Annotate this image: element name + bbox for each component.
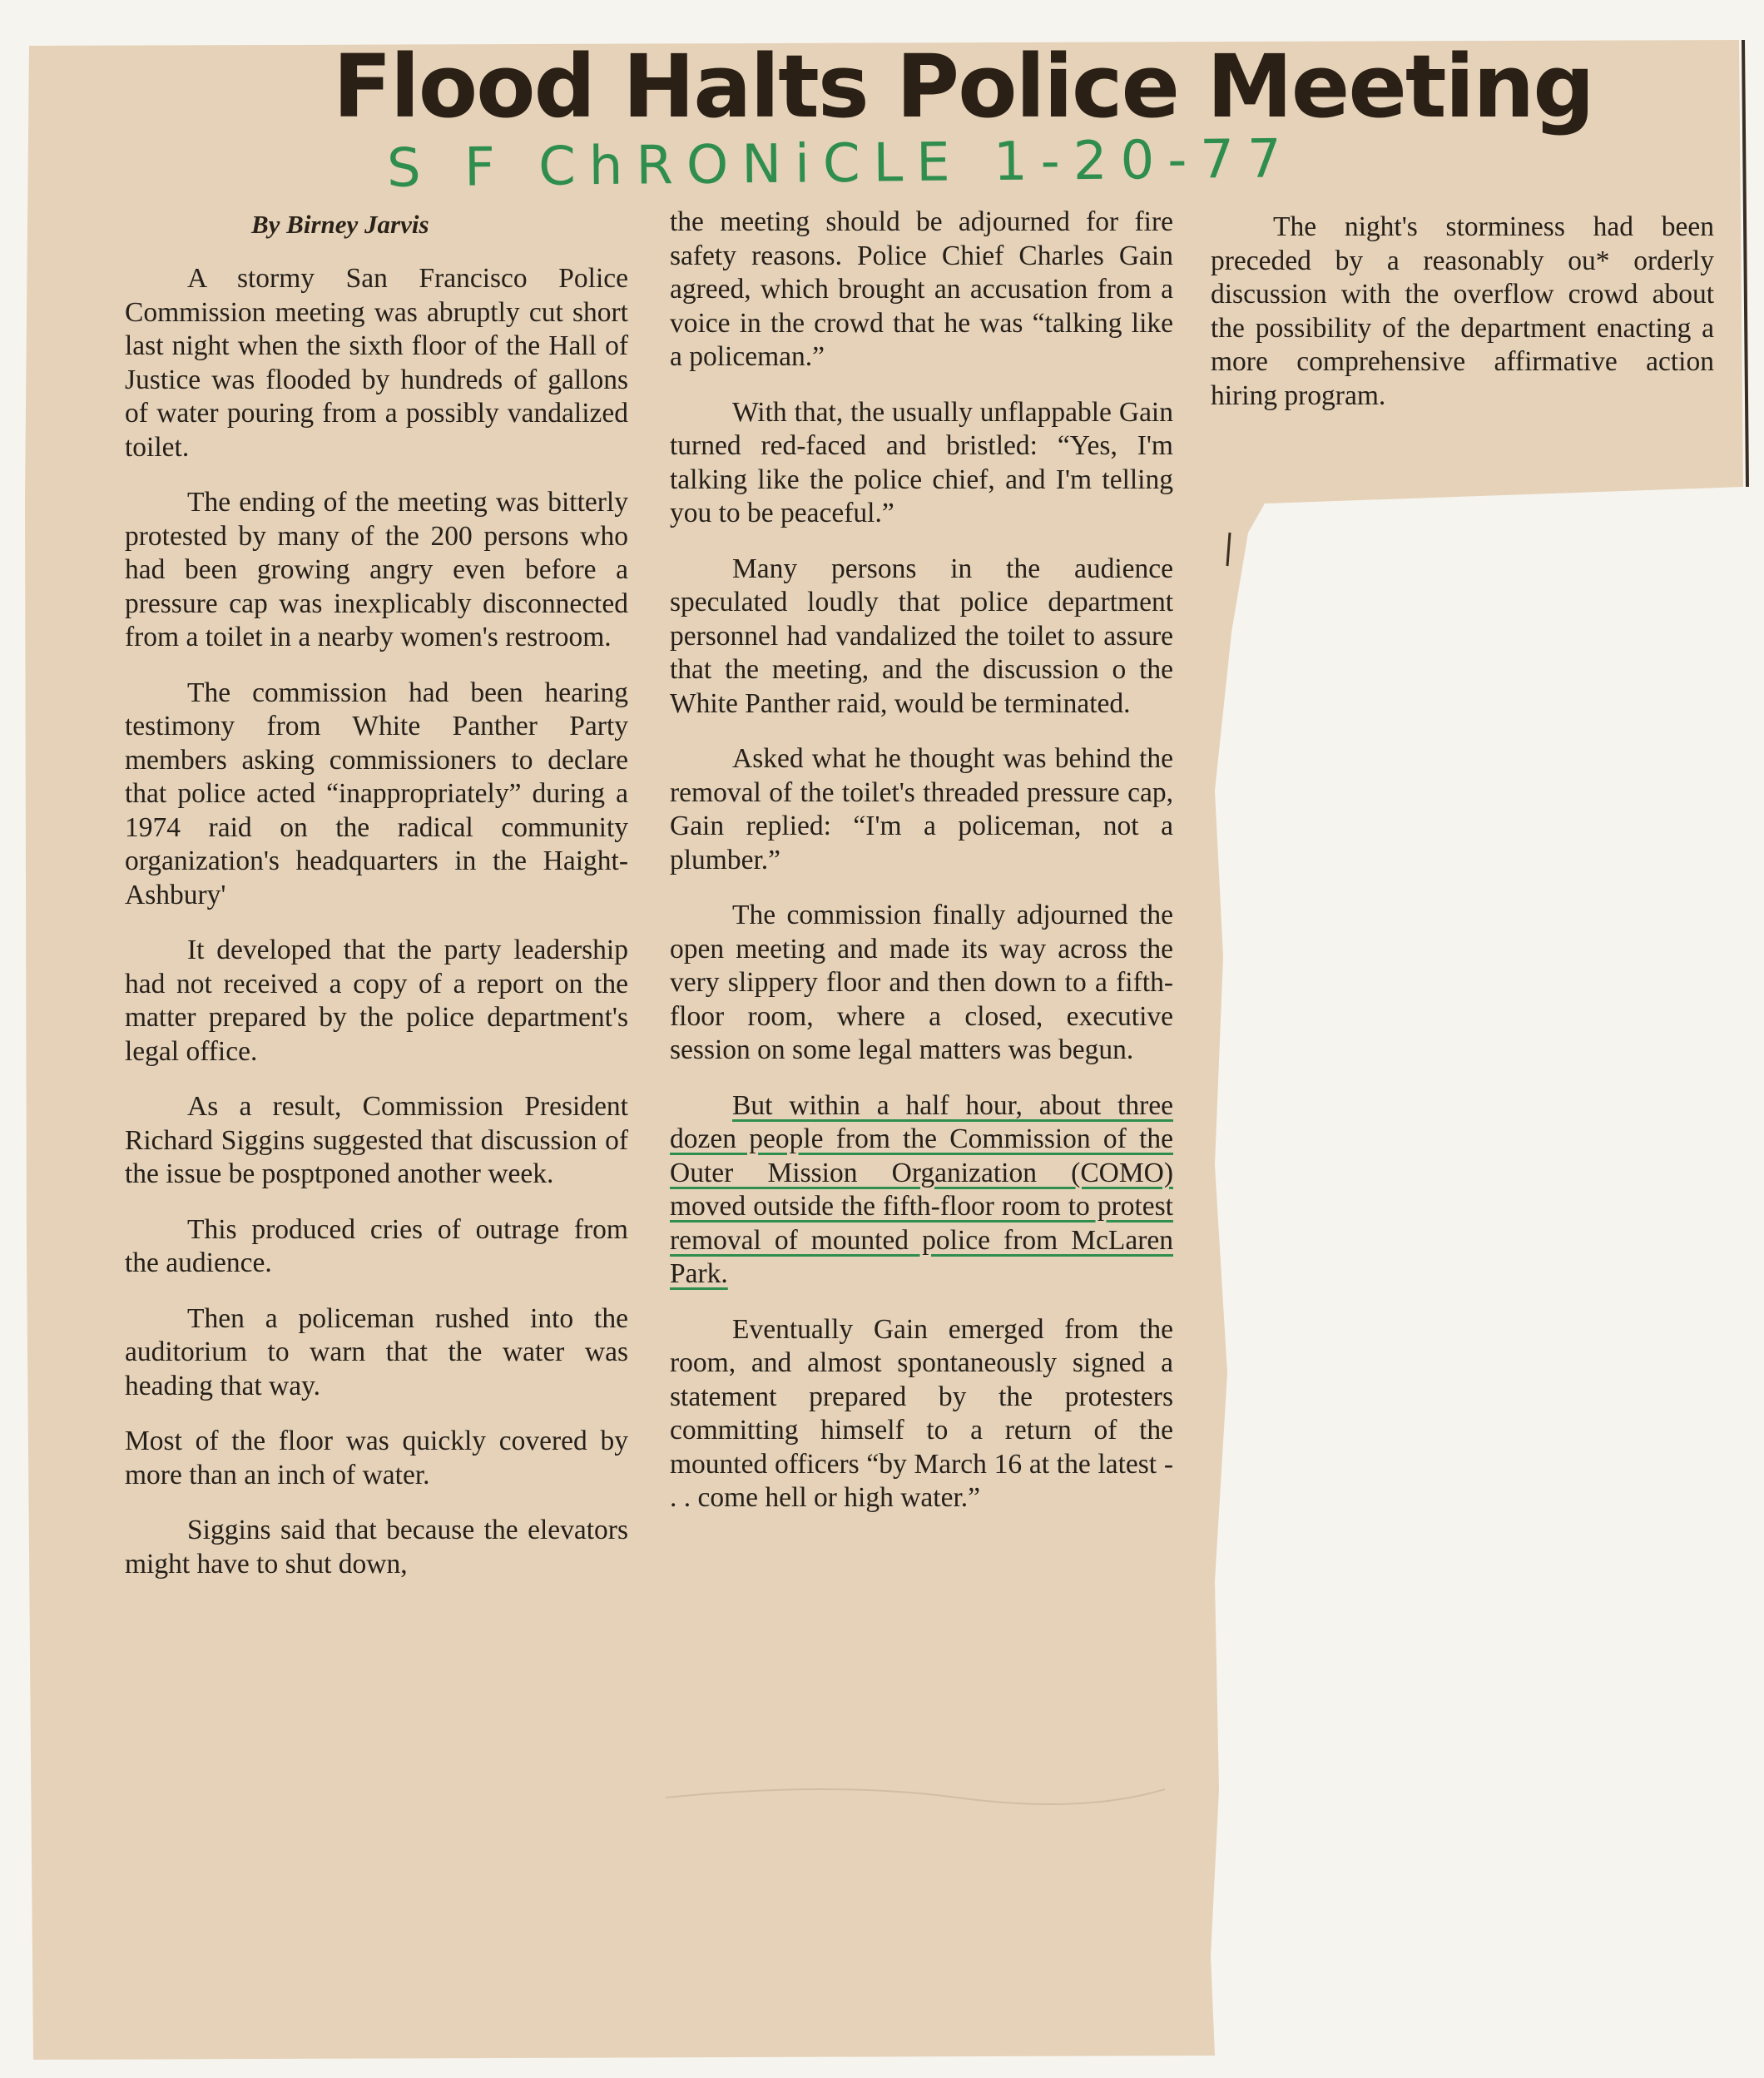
paragraph: As a result, Commission President Richard Siggins suggested that discussion of the issue be posptponed another week. [125,1091,628,1189]
paragraph: Asked what he thought was behind the removal of the toilet's threaded pressure cap, Gain replied: “I'm a policeman, not a plumber.” [670,743,1173,875]
paragraph: The commission had been hearing testimony from White Panther Party members asking commissioners to declare that police acted “inappropriately” during a 1974 raid on the radical community organization's headquarters in the Haight-Ashbury' [125,677,628,910]
paragraph: The ending of the meeting was bitterly protested by many of the 200 persons who had been growing angry even before a pressure cap was inexplicably disconnected from a toilet in a nearby women's restroom. [125,487,628,652]
paragraph: the meeting should be adjourned for fire safety reasons. Police Chief Charles Gain agreed, which brought an accusation from a voice in the crowd that he was “talking like a policeman.” [670,206,1173,372]
paragraph: A stormy San Francisco Police Commission meeting was abruptly cut short last night when the sixth floor of the Hall of Justice was flooded by hundreds of gallons of water pouring from a possibly vandalized toilet. [125,263,628,463]
underlined-paragraph: But within a half hour, about three dozen people from the Commission of the Outer Mission Organization (COMO) moved outside the fifth-floor room to protest removal of mounted police from McLaren Park. [670,1089,1173,1289]
paragraph: Eventually Gain emerged from the room, and almost spontaneously signed a statement prepared by the protesters committing himself to a return of the mounted officers “by March 16 at the latest - . . come hell or high water.” [670,1313,1173,1513]
article-column-2 [670,206,1173,1537]
paragraph: Most of the floor was quickly covered by more than an inch of water. [125,1426,628,1490]
paragraph: Then a policeman rushed into the auditorium to warn that the water was heading that way. [125,1302,628,1401]
paragraph: Many persons in the audience speculated loudly that police department personnel had vandalized the toilet to assure that the meeting, and the discussion o the White Panther raid, would be terminated. [670,553,1173,719]
article-column-1 [125,262,628,1603]
paragraph: Siggins said that because the elevators might have to shut down, [125,1515,628,1580]
paragraph: The commission finally adjourned the open meeting and made its way across the very slippery floor and then down to a fifth-floor room, where a closed, executive session on some legal matters was begun. [670,900,1173,1065]
paragraph: It developed that the party leadership had not received a copy of a report on the matter prepared by the police department's legal office. [125,935,628,1067]
paragraph: This produced cries of outrage from the audience. [125,1213,628,1278]
byline: By Birney Jarvis [251,210,429,239]
paragraph: With that, the usually unflappable Gain turned red-faced and bristled: “Yes, I'm talking like the police chief, and I'm telling you to be peaceful.” [670,396,1173,528]
headline: Flood Halts Police Meeting [333,36,1593,137]
handwritten-source-note: S F ChRONiCLE 1-20-77 [386,128,1296,200]
article-column-3 [1211,211,1714,434]
paragraph: The night's storminess had been preceded by a reasonably ou* orderly discussion with the overflow crowd about the possibility of the department enacting a more comprehensive affirmative action hiring program. [1211,211,1714,411]
